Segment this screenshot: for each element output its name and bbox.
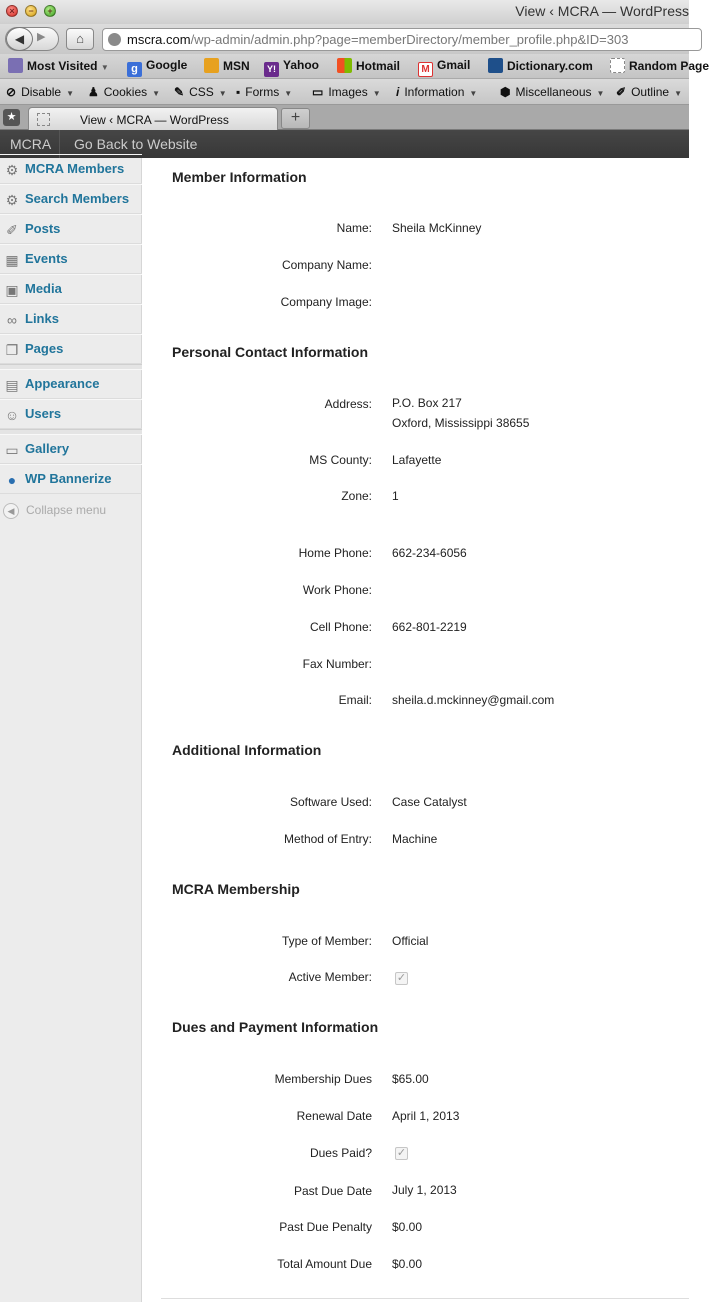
devbar-cookies[interactable]: ♟ Cookies ▼ (88, 85, 161, 99)
company-name-label: Company Name: (281, 258, 372, 272)
member-type-label: Type of Member: (281, 934, 372, 948)
gmail-icon: M (418, 62, 433, 77)
past-due-penalty-label: Past Due Penalty (279, 1220, 372, 1234)
devbar-disable[interactable]: ⊘ Disable ▼ (6, 85, 75, 99)
active-member-label: Active Member: (288, 970, 372, 984)
page-icon (610, 58, 625, 73)
membership-dues-label: Membership Dues (274, 1072, 372, 1086)
home-phone-label: Home Phone: (298, 546, 372, 560)
dues-paid-label: Dues Paid? (309, 1146, 372, 1160)
section-title-dues: Dues and Payment Information (172, 1019, 379, 1035)
globe-icon (108, 33, 121, 46)
back-forward-group (5, 27, 59, 51)
sidebar-item-appearance[interactable]: ▤ Appearance (0, 369, 142, 399)
pin-icon: ✐ (6, 222, 18, 238)
bookmark-random-page[interactable]: Random Page (610, 58, 709, 73)
section-title-contact: Personal Contact Information (172, 344, 369, 360)
home-button[interactable]: ⌂ (66, 28, 94, 50)
calendar-icon: ▦ (5, 252, 19, 268)
past-due-penalty-value: $0.00 (392, 1220, 423, 1234)
member-profile-content (143, 158, 689, 1302)
section-title-member: Member Information (172, 169, 307, 185)
software-label: Software Used: (289, 795, 372, 809)
media-icon: ▣ (5, 282, 19, 298)
entry-method-label: Method of Entry: (283, 832, 372, 846)
admin-sidebar (0, 158, 142, 1302)
zone-value: 1 (392, 489, 399, 503)
web-developer-toolbar (0, 79, 689, 105)
admin-bar-site-name[interactable]: MCRA (0, 130, 60, 158)
address-line2-value: Oxford, Mississippi 38655 (392, 416, 530, 430)
section-title-membership: MCRA Membership (172, 881, 300, 897)
minimize-window-button[interactable]: − (25, 5, 37, 17)
sidebar-item-users[interactable]: ☺ Users (0, 399, 142, 429)
window-title: View ‹ MCRA — WordPress (515, 3, 689, 19)
url-host: mscra.com (127, 32, 191, 47)
devbar-css[interactable]: ✎ CSS ▼ (174, 85, 227, 99)
forward-button[interactable]: ▶ (37, 31, 46, 43)
disable-icon: ⊘ (6, 85, 17, 99)
collapse-arrow-icon: ◀ (3, 503, 19, 519)
page-favicon-icon (37, 113, 50, 126)
address-line1-value: P.O. Box 217 (392, 396, 462, 410)
email-value: sheila.d.mckinney@gmail.com (392, 693, 555, 707)
sidebar-item-events[interactable]: ▦ Events (0, 244, 142, 274)
cookies-icon: ♟ (88, 85, 99, 99)
back-button[interactable]: ◀ (6, 27, 33, 51)
sidebar-item-wp-bannerize[interactable]: ● WP Bannerize (0, 464, 142, 494)
most-visited-icon (8, 58, 23, 73)
membership-dues-value: $65.00 (392, 1072, 429, 1086)
address-label: Address: (324, 397, 372, 411)
county-label: MS County: (309, 453, 372, 467)
sidebar-item-gallery[interactable]: ▭ Gallery (0, 434, 142, 464)
go-back-to-website-link[interactable]: Go Back to Website (74, 136, 198, 152)
sidebar-item-links[interactable]: ∞ Links (0, 304, 142, 334)
address-bar[interactable] (102, 28, 702, 51)
bookmark-hotmail[interactable]: Hotmail (337, 58, 400, 73)
navigation-toolbar (0, 24, 689, 54)
active-member-checkbox[interactable] (395, 972, 408, 985)
entry-method-value: Machine (392, 832, 438, 846)
tab-current[interactable] (28, 107, 278, 130)
sidebar-item-search-members[interactable]: ⚙ Search Members (0, 184, 142, 214)
sidebar-item-mcra-members[interactable]: ⚙ MCRA Members (0, 154, 142, 184)
bookmark-yahoo[interactable]: Y! Yahoo (264, 58, 319, 77)
bookmark-dictionary[interactable]: Dictionary.com (488, 58, 593, 73)
bookmark-google[interactable]: g Google (127, 58, 187, 77)
email-label: Email: (338, 693, 372, 707)
dues-paid-checkbox[interactable] (395, 1147, 408, 1160)
gear-icon: ⚙ (5, 192, 19, 208)
cell-phone-label: Cell Phone: (309, 620, 372, 634)
sidebar-item-posts[interactable]: ✐ Posts (0, 214, 142, 244)
devbar-miscellaneous[interactable]: ⬢ Miscellaneous ▼ (500, 85, 605, 99)
app-tab-icon[interactable]: ★ (3, 109, 20, 126)
name-label: Name: (336, 221, 372, 235)
outline-icon: ✐ (616, 85, 627, 99)
tab-label: View ‹ MCRA — WordPress (80, 113, 229, 127)
zoom-window-button[interactable]: + (44, 5, 56, 17)
google-icon: g (127, 62, 142, 77)
devbar-forms[interactable]: ▪ Forms ▼ (236, 85, 293, 99)
cell-phone-value: 662-801-2219 (392, 620, 467, 634)
work-phone-label: Work Phone: (302, 583, 372, 597)
appearance-icon: ▤ (5, 377, 19, 393)
member-type-value: Official (392, 934, 429, 948)
window-titlebar (0, 0, 689, 24)
miscellaneous-icon: ⬢ (500, 85, 511, 99)
sidebar-item-media[interactable]: ▣ Media (0, 274, 142, 304)
forms-icon: ▪ (236, 85, 241, 99)
hotmail-icon (337, 58, 352, 73)
bookmark-gmail[interactable]: M Gmail (418, 58, 470, 77)
total-amount-due-label: Total Amount Due (277, 1257, 372, 1271)
past-due-date-value: July 1, 2013 (392, 1183, 457, 1197)
name-value: Sheila McKinney (392, 221, 482, 235)
checkmark-icon: ✓ (396, 972, 407, 984)
url-path: /wp-admin/admin.php?page=memberDirectory/member_profile.php&ID=303 (190, 32, 629, 47)
collapse-menu-button[interactable]: ◀ Collapse menu (0, 500, 142, 522)
devbar-images[interactable]: ▭ Images ▼ (312, 85, 381, 99)
msn-icon (204, 58, 219, 73)
bookmark-most-visited[interactable]: Most Visited ▼ (8, 58, 109, 73)
software-value: Case Catalyst (392, 795, 467, 809)
information-icon: i (396, 85, 400, 99)
new-tab-button[interactable]: + (281, 108, 310, 129)
past-due-date-label: Past Due Date (293, 1184, 372, 1198)
devbar-outline[interactable]: ✐ Outline ▼ (616, 85, 683, 99)
bannerize-icon: ● (7, 472, 17, 488)
link-icon: ∞ (7, 312, 17, 328)
sidebar-item-pages[interactable]: ❐ Pages (0, 334, 142, 364)
checkmark-icon: ✓ (396, 1147, 407, 1159)
dictionary-icon (488, 58, 503, 73)
bookmarks-toolbar (0, 54, 709, 79)
gear-icon: ⚙ (5, 162, 19, 178)
css-icon: ✎ (174, 85, 185, 99)
yahoo-icon: Y! (264, 62, 279, 77)
renewal-date-label: Renewal Date (296, 1109, 372, 1123)
pages-icon: ❐ (5, 342, 19, 358)
close-window-button[interactable]: × (6, 5, 18, 17)
section-title-additional: Additional Information (172, 742, 322, 758)
devbar-information[interactable]: i Information ▼ (396, 85, 478, 99)
county-value: Lafayette (392, 453, 442, 467)
fax-label: Fax Number: (302, 657, 372, 671)
gallery-icon: ▭ (5, 442, 19, 458)
renewal-date-value: April 1, 2013 (392, 1109, 460, 1123)
tab-bar (0, 105, 689, 130)
content-divider (161, 1298, 689, 1299)
bookmark-msn[interactable]: MSN (204, 58, 250, 73)
users-icon: ☺ (4, 407, 20, 423)
home-phone-value: 662-234-6056 (392, 546, 467, 560)
company-image-label: Company Image: (280, 295, 372, 309)
zone-label: Zone: (341, 489, 372, 503)
total-amount-due-value: $0.00 (392, 1257, 423, 1271)
images-icon: ▭ (312, 85, 324, 99)
